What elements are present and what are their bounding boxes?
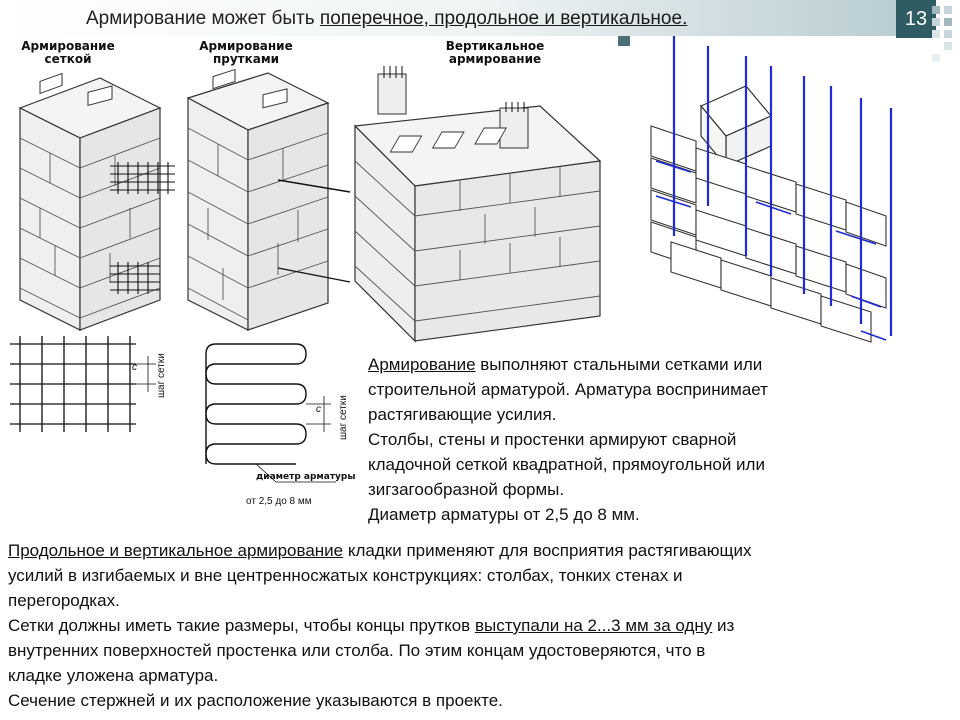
p2-line6: кладке уложена арматура. [8, 666, 219, 685]
mesh-reinforced-wall-figure [0, 68, 180, 332]
mesh-caption [18, 40, 118, 66]
mesh-step-label: шаг сетки [156, 353, 167, 398]
p1-line1 [368, 352, 952, 377]
p1-line2: строительной арматурой. Арматура воспринимает [368, 380, 768, 399]
p2-line1 [8, 538, 956, 563]
rebar-diameter-label: диаметр арматуры [256, 472, 356, 482]
rods-caption-line2: прутками [212, 52, 280, 66]
p1-line6: зигзагообразной формы. [368, 480, 565, 499]
slide-number: 13 [896, 0, 936, 38]
rods-caption [196, 40, 296, 66]
vertical-caption-line2: армирование [448, 52, 542, 66]
title-prefix: Армирование может быть [86, 8, 320, 29]
corner-decoration [930, 0, 960, 70]
p1-line5: кладочной сеткой квадратной, прямоугольной или [368, 455, 765, 474]
square-mesh-diagram [6, 334, 156, 436]
p1-line7: Диаметр арматуры от 2,5 до 8 мм. [368, 505, 640, 524]
p2-line7: Сечение стержней и их расположение указываются в проекте. [8, 691, 503, 710]
p2-line4b: выступали на 2...3 мм за одну [474, 616, 713, 635]
paragraph-longitudinal [8, 538, 956, 713]
vertical-caption-line1: Вертикальное [445, 39, 545, 53]
p2-line4 [8, 613, 956, 638]
rods-caption-line1: Армирование [199, 39, 293, 53]
blue-rebar-wall-figure [636, 36, 910, 350]
p2-line4c: из [712, 616, 735, 635]
p2-line4a: Сетки должны иметь такие размеры, чтобы концы прутков [8, 616, 475, 635]
zigzag-step-label: шаг сетки [338, 395, 349, 440]
p1-text1: выполняют стальными сетками или [475, 355, 763, 374]
rebar-range-label: от 2,5 до 8 мм [246, 496, 312, 507]
p2-line3: перегородках. [8, 591, 120, 610]
p1-line3: растягивающие усилия. [368, 405, 557, 424]
slide-title [86, 8, 687, 30]
p2-text1: кладки применяют для восприятия растягивающих [343, 541, 752, 560]
p2-term: Продольное и вертикальное армирование [8, 541, 344, 560]
zigzag-c-label: c [316, 404, 321, 415]
header-accent-line [618, 36, 630, 46]
mesh-c-label: c [132, 362, 137, 373]
p2-line2: усилий в изгибаемых и вне центренносжатых конструкциях: столбах, тонких стенах и [8, 566, 683, 585]
slide-header [0, 0, 960, 38]
title-emphasis: поперечное, продольное и вертикальное. [319, 8, 688, 29]
mesh-caption-line1: Армирование [21, 39, 115, 53]
p2-line5: внутренних поверхностей простенка или столба. По этим концам удостоверяются, что в [8, 641, 706, 660]
vertical-caption [430, 40, 560, 66]
vertical-reinforced-wall-figure [350, 66, 618, 346]
p1-term: Армирование [368, 355, 476, 374]
paragraph-reinforcement [368, 352, 952, 527]
zigzag-mesh-diagram [196, 334, 346, 484]
rod-reinforced-wall-figure [178, 68, 353, 332]
mesh-caption-line2: сеткой [44, 52, 92, 66]
p1-line4: Столбы, стены и простенки армируют сварной [368, 430, 737, 449]
